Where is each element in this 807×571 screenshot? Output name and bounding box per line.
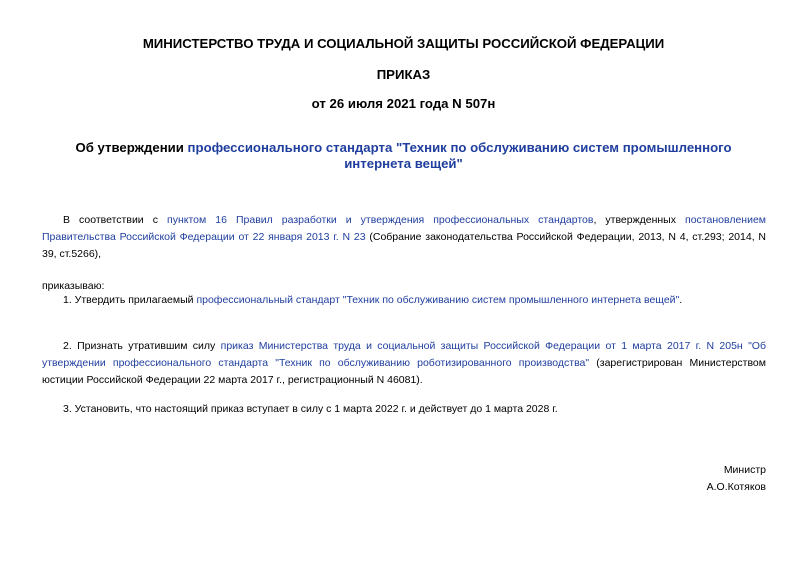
- subject-standard-link[interactable]: профессионального стандарта "Техник по обслуживанию систем промышленного: [187, 140, 732, 155]
- order-item-2: [42, 338, 766, 389]
- subject-standard-link-cont[interactable]: интернета вещей": [344, 156, 463, 171]
- order-item-1: [42, 292, 766, 309]
- repealed-order-link[interactable]: приказ Министерства труда и социальной защиты Российской Федерации от 1 марта 2017 г. N 205н "Об утверждении профессионального стандарта "Техник по обслуживанию роботизированного производства": [42, 340, 766, 369]
- document-type: ПРИКАЗ: [376, 67, 431, 82]
- item1-end: .: [679, 294, 683, 306]
- preamble-text-1: В соответствии с: [63, 214, 158, 226]
- document-subject: [0, 140, 807, 172]
- subject-prefix: Об утверждении: [75, 140, 188, 155]
- signature-name: А.О.Котяков: [706, 481, 766, 493]
- rules-point-16-link[interactable]: пунктом 16 Правил разработки и утверждения профессиональных стандартов: [167, 214, 594, 226]
- preamble-text-3: (Собрание законодательства Российской Федерации, 2013, N 4, ст.293; 2014, N 39, ст.5266),: [42, 231, 766, 260]
- government-decree-link[interactable]: постановлением Правительства Российской Федерации от 22 января 2013 г. N 23: [42, 214, 767, 243]
- document-date-number: от 26 июля 2021 года N 507н: [311, 96, 496, 111]
- item1-text: 1. Утвердить прилагаемый: [63, 294, 197, 306]
- preamble-text-2: , утвержденных: [593, 214, 676, 226]
- ministry-title: МИНИСТЕРСТВО ТРУДА И СОЦИАЛЬНОЙ ЗАЩИТЫ РОССИЙСКОЙ ФЕДЕРАЦИИ: [142, 36, 665, 51]
- preamble-paragraph: [42, 212, 766, 263]
- signature-title: Министр: [723, 464, 766, 476]
- standard-link[interactable]: профессиональный стандарт "Техник по обслуживанию систем промышленного интернета вещей": [196, 294, 680, 306]
- item2-end: (зарегистрирован Министерством юстиции Российской Федерации 22 марта 2017 г., регистрационный N 46081).: [42, 357, 766, 386]
- orders-word: приказываю:: [42, 280, 105, 292]
- order-item-3: 3. Установить, что настоящий приказ вступает в силу с 1 марта 2022 г. и действует до 1 марта 2028 г.: [63, 403, 558, 415]
- item2-text: 2. Признать утратившим силу: [63, 340, 221, 352]
